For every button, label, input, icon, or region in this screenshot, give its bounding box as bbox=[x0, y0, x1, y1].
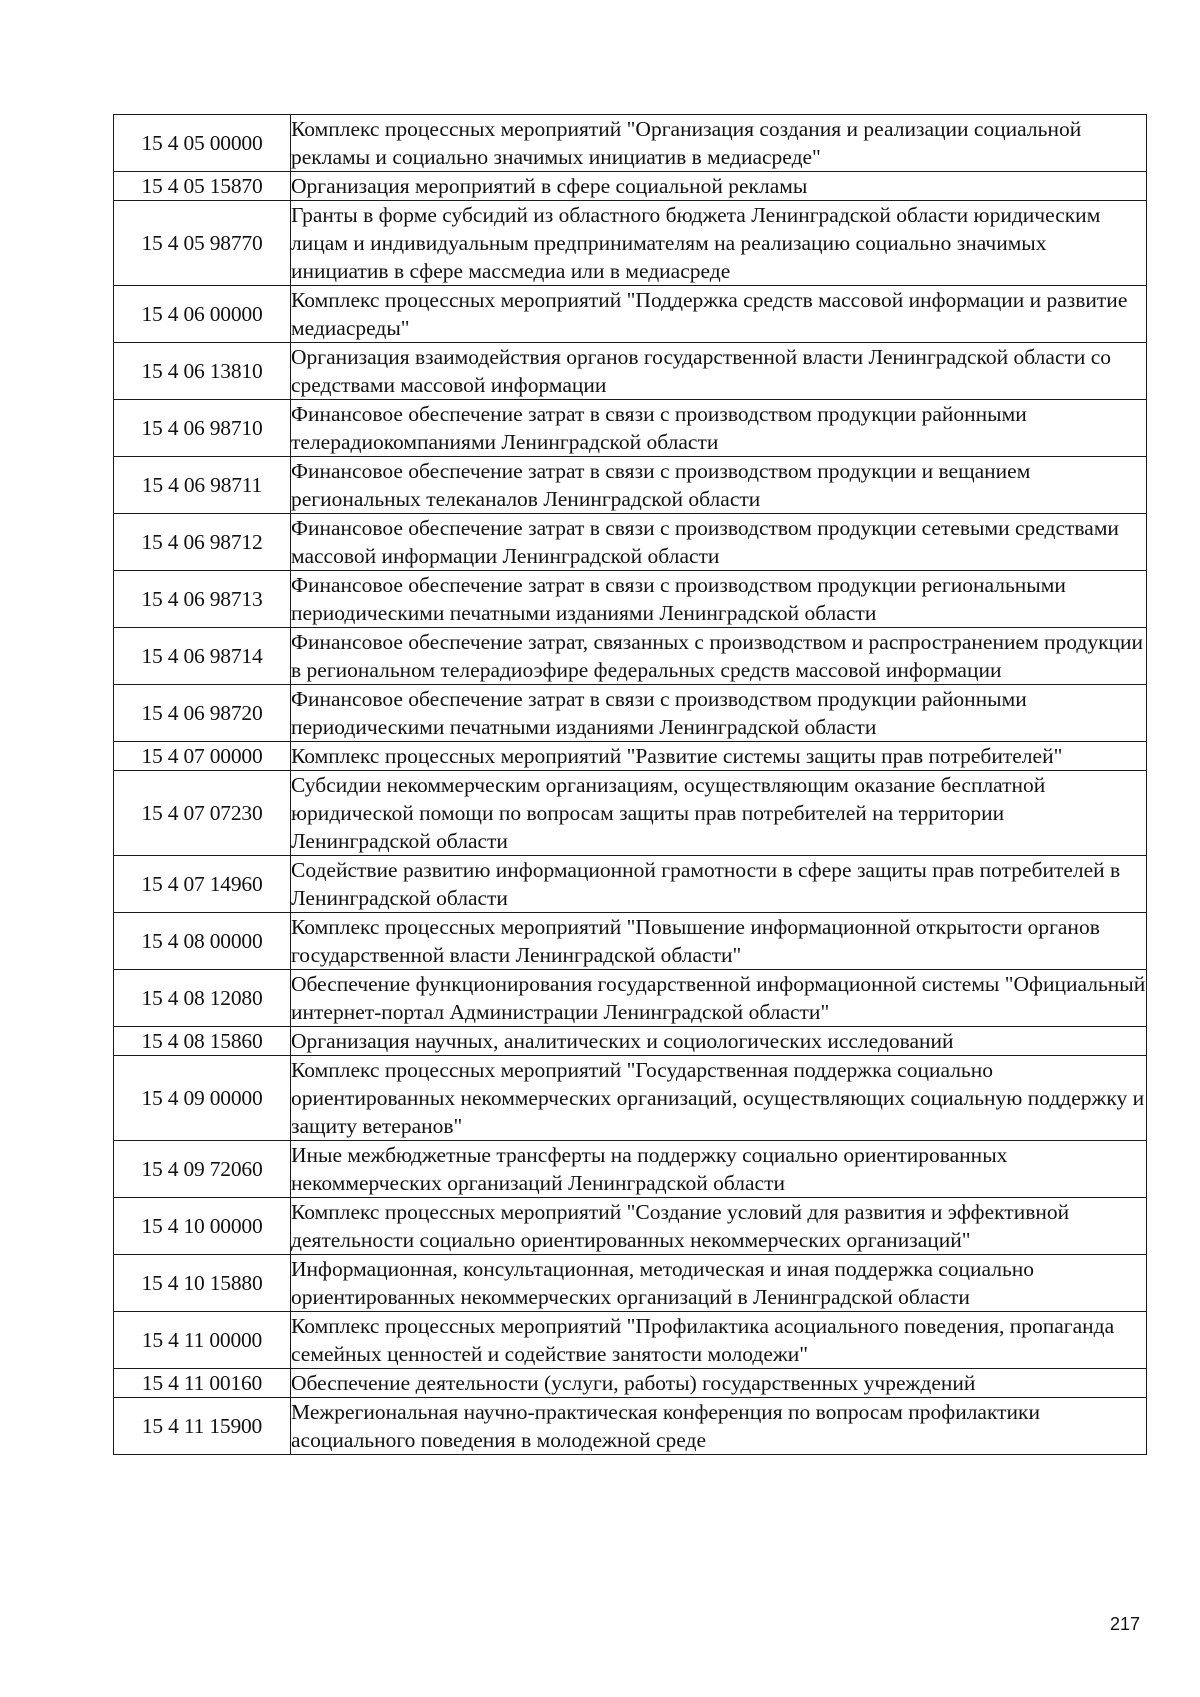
expense-item-name: Комплекс процессных мероприятий "Развитие системы защиты прав потребителей" bbox=[291, 742, 1147, 771]
table-row bbox=[114, 286, 1147, 343]
table-row bbox=[114, 771, 1147, 856]
expense-item-name: Информационная, консультационная, методическая и иная поддержка социально ориентированных некоммерческих организаций в Ленинградской области bbox=[291, 1255, 1147, 1312]
table-row bbox=[114, 571, 1147, 628]
classification-code: 15 4 06 98710 bbox=[114, 400, 291, 457]
table-row bbox=[114, 970, 1147, 1027]
table-row bbox=[114, 856, 1147, 913]
expense-item-name: Организация научных, аналитических и социологических исследований bbox=[291, 1027, 1147, 1056]
expense-item-name: Финансовое обеспечение затрат, связанных с производством и распространением продукции в региональном телерадиоэфире федеральных средств массовой информации bbox=[291, 628, 1147, 685]
table-row bbox=[114, 685, 1147, 742]
classification-code: 15 4 10 00000 bbox=[114, 1198, 291, 1255]
classification-code: 15 4 06 98720 bbox=[114, 685, 291, 742]
classification-code: 15 4 09 00000 bbox=[114, 1056, 291, 1141]
classification-code: 15 4 06 98714 bbox=[114, 628, 291, 685]
classification-code: 15 4 06 98711 bbox=[114, 457, 291, 514]
classification-code: 15 4 10 15880 bbox=[114, 1255, 291, 1312]
expense-item-name: Финансовое обеспечение затрат в связи с производством продукции районными периодическими печатными изданиями Ленинградской области bbox=[291, 685, 1147, 742]
table-body bbox=[114, 115, 1147, 1455]
table-row bbox=[114, 400, 1147, 457]
classification-code: 15 4 05 00000 bbox=[114, 115, 291, 172]
table-row bbox=[114, 1398, 1147, 1455]
classification-code: 15 4 06 13810 bbox=[114, 343, 291, 400]
table-row bbox=[114, 742, 1147, 771]
classification-code: 15 4 05 98770 bbox=[114, 201, 291, 286]
table-row bbox=[114, 343, 1147, 400]
expense-item-name: Финансовое обеспечение затрат в связи с производством продукции и вещанием региональных телеканалов Ленинградской области bbox=[291, 457, 1147, 514]
table-row bbox=[114, 115, 1147, 172]
classification-code: 15 4 11 15900 bbox=[114, 1398, 291, 1455]
classification-code: 15 4 06 98713 bbox=[114, 571, 291, 628]
classification-code: 15 4 08 15860 bbox=[114, 1027, 291, 1056]
expense-item-name: Иные межбюджетные трансферты на поддержку социально ориентированных некоммерческих организаций Ленинградской области bbox=[291, 1141, 1147, 1198]
expense-item-name: Комплекс процессных мероприятий "Создание условий для развития и эффективной деятельности социально ориентированных некоммерческих организаций" bbox=[291, 1198, 1147, 1255]
expense-item-name: Гранты в форме субсидий из областного бюджета Ленинградской области юридическим лицам и индивидуальным предпринимателям на реализацию социально значимых инициатив в сфере массмедиа или в медиасреде bbox=[291, 201, 1147, 286]
table-row bbox=[114, 1141, 1147, 1198]
expense-item-name: Обеспечение деятельности (услуги, работы) государственных учреждений bbox=[291, 1369, 1147, 1398]
page-number: 217 bbox=[1110, 1614, 1141, 1634]
expense-item-name: Комплекс процессных мероприятий "Организация создания и реализации социальной рекламы и социально значимых инициатив в медиасреде" bbox=[291, 115, 1147, 172]
table-row bbox=[114, 1027, 1147, 1056]
table-row bbox=[114, 201, 1147, 286]
classification-code: 15 4 09 72060 bbox=[114, 1141, 291, 1198]
classification-code: 15 4 06 98712 bbox=[114, 514, 291, 571]
expense-item-name: Субсидии некоммерческим организациям, осуществляющим оказание бесплатной юридической помощи по вопросам защиты прав потребителей на территории Ленинградской области bbox=[291, 771, 1147, 856]
expense-item-name: Финансовое обеспечение затрат в связи с производством продукции сетевыми средствами массовой информации Ленинградской области bbox=[291, 514, 1147, 571]
classification-code: 15 4 07 14960 bbox=[114, 856, 291, 913]
table-row bbox=[114, 1255, 1147, 1312]
classification-code: 15 4 06 00000 bbox=[114, 286, 291, 343]
classification-code: 15 4 07 00000 bbox=[114, 742, 291, 771]
table-row bbox=[114, 913, 1147, 970]
classification-code: 15 4 05 15870 bbox=[114, 172, 291, 201]
table-row bbox=[114, 514, 1147, 571]
table-row bbox=[114, 1369, 1147, 1398]
classification-code: 15 4 08 00000 bbox=[114, 913, 291, 970]
budget-classification-table bbox=[113, 114, 1147, 1455]
expense-item-name: Комплекс процессных мероприятий "Государственная поддержка социально ориентированных некоммерческих организаций, осуществляющих социальную поддержку и защиту ветеранов" bbox=[291, 1056, 1147, 1141]
expense-item-name: Финансовое обеспечение затрат в связи с производством продукции районными телерадиокомпаниями Ленинградской области bbox=[291, 400, 1147, 457]
table-row bbox=[114, 457, 1147, 514]
expense-item-name: Комплекс процессных мероприятий "Профилактика асоциального поведения, пропаганда семейных ценностей и содействие занятости молодежи" bbox=[291, 1312, 1147, 1369]
table-row bbox=[114, 172, 1147, 201]
expense-item-name: Организация взаимодействия органов государственной власти Ленинградской области со средствами массовой информации bbox=[291, 343, 1147, 400]
expense-item-name: Содействие развитию информационной грамотности в сфере защиты прав потребителей в Ленинградской области bbox=[291, 856, 1147, 913]
classification-code: 15 4 08 12080 bbox=[114, 970, 291, 1027]
table-row bbox=[114, 1198, 1147, 1255]
expense-item-name: Организация мероприятий в сфере социальной рекламы bbox=[291, 172, 1147, 201]
expense-item-name: Комплекс процессных мероприятий "Повышение информационной открытости органов государственной власти Ленинградской области" bbox=[291, 913, 1147, 970]
table-row bbox=[114, 1056, 1147, 1141]
table-row bbox=[114, 1312, 1147, 1369]
table-row bbox=[114, 628, 1147, 685]
expense-item-name: Обеспечение функционирования государственной информационной системы "Официальный интернет-портал Администрации Ленинградской области" bbox=[291, 970, 1147, 1027]
expense-item-name: Межрегиональная научно-практическая конференция по вопросам профилактики асоциального поведения в молодежной среде bbox=[291, 1398, 1147, 1455]
classification-code: 15 4 11 00000 bbox=[114, 1312, 291, 1369]
classification-code: 15 4 07 07230 bbox=[114, 771, 291, 856]
expense-item-name: Финансовое обеспечение затрат в связи с производством продукции региональными периодическими печатными изданиями Ленинградской области bbox=[291, 571, 1147, 628]
classification-code: 15 4 11 00160 bbox=[114, 1369, 291, 1398]
expense-item-name: Комплекс процессных мероприятий "Поддержка средств массовой информации и развитие медиасреды" bbox=[291, 286, 1147, 343]
